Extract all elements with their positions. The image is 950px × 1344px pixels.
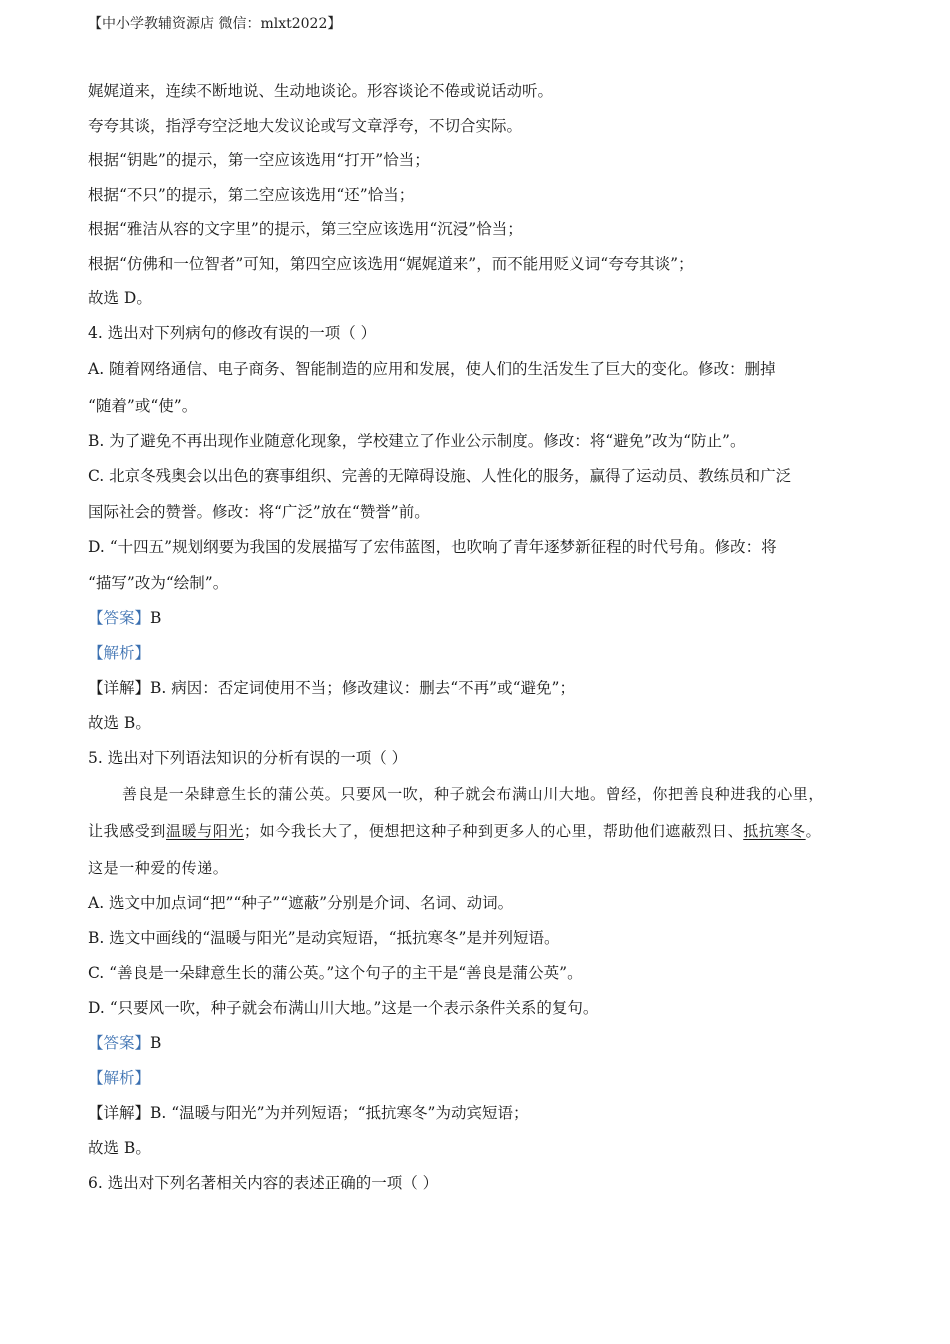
underlined-phrase: 温暖与阳光 <box>166 822 245 840</box>
passage-line: 这是一种爱的传递。 <box>88 859 229 877</box>
question-5: 5. 选出对下列语法知识的分析有误的一项（ ） <box>88 749 408 767</box>
option-a: A. 随着网络通信、电子商务、智能制造的应用和发展，使人们的生活发生了巨大的变化。修改：删掉 <box>88 360 776 378</box>
page-header: 【中小学教辅资源店 微信：mlxt2022】 <box>88 16 342 32</box>
conclusion-line: 故选 B。 <box>88 1139 151 1157</box>
text-line: 娓娓道来，连续不断地说、生动地谈论。形容谈论不倦或说话动听。 <box>88 82 554 100</box>
passage-text: 让我感受到 <box>88 822 167 840</box>
option-a: A. 选文中加点词“把”“种子”“遮蔽”分别是介词、名词、动词。 <box>88 894 514 912</box>
detail-line <box>88 678 575 698</box>
option-a-cont: “随着”或“使”。 <box>88 397 198 415</box>
passage-text: ；如今我长大了，便想把这种子种到更多人的心里，帮助他们遮蔽烈日、 <box>244 822 744 840</box>
question-4: 4. 选出对下列病句的修改有误的一项（ ） <box>88 324 377 342</box>
answer-value: B <box>150 1034 162 1052</box>
detail-tag: 【详解】 <box>88 679 151 697</box>
passage-line: 善良是一朵肆意生长的蒲公英。只要风一吹，种子就会布满山川大地。曾经，你把善良种进我的心里， <box>122 785 825 803</box>
option-b: B. 选文中画线的“温暖与阳光”是动宾短语，“抵抗寒冬”是并列短语。 <box>88 929 560 947</box>
text-line: 根据“钥匙”的提示，第一空应该选用“打开”恰当； <box>88 151 430 169</box>
text-line: 根据“不只”的提示，第二空应该选用“还”恰当； <box>88 186 415 204</box>
text-line: 故选 D。 <box>88 289 152 307</box>
answer-value: B <box>150 609 162 627</box>
analysis-tag: 【解析】 <box>88 644 151 662</box>
text-line: 夸夸其谈，指浮夸空泛地大发议论或写文章浮夸，不切合实际。 <box>88 117 523 135</box>
passage-line <box>88 821 821 841</box>
detail-text: B. 病因：否定词使用不当；修改建议：删去“不再”或“避免”； <box>150 679 575 697</box>
option-b: B. 为了避免不再出现作业随意化现象，学校建立了作业公示制度。修改：将“避免”改为“防止”。 <box>88 432 746 450</box>
passage-text: 。 <box>805 822 822 840</box>
analysis-line <box>88 643 150 663</box>
text-line: 根据“雅洁从容的文字里”的提示，第三空应该选用“沉浸”恰当； <box>88 220 523 238</box>
answer-line <box>88 608 161 628</box>
option-c: C. “善良是一朵肆意生长的蒲公英。”这个句子的主干是“善良是蒲公英”。 <box>88 964 583 982</box>
option-c: C. 北京冬残奥会以出色的赛事组织、完善的无障碍设施、人性化的服务，赢得了运动员、教练员和广泛 <box>88 467 792 485</box>
analysis-tag: 【解析】 <box>88 1069 151 1087</box>
option-d: D. “只要风一吹，种子就会布满山川大地。”这是一个表示条件关系的复句。 <box>88 999 599 1017</box>
option-d-cont: “描写”改为“绘制”。 <box>88 574 229 592</box>
option-c-cont: 国际社会的赞誉。修改：将“广泛”放在“赞誉”前。 <box>88 503 430 521</box>
analysis-line <box>88 1068 150 1088</box>
conclusion-line: 故选 B。 <box>88 714 151 732</box>
detail-line <box>88 1103 528 1123</box>
option-d: D. “十四五”规划纲要为我国的发展描写了宏伟蓝图，也吹响了青年逐梦新征程的时代号角。修改：将 <box>88 538 777 556</box>
answer-tag: 【答案】 <box>88 609 151 627</box>
underlined-phrase: 抵抗寒冬 <box>743 822 806 840</box>
question-6: 6. 选出对下列名著相关内容的表述正确的一项（ ） <box>88 1174 439 1192</box>
answer-line <box>88 1033 161 1053</box>
detail-text: B. “温暖与阳光”为并列短语；“抵抗寒冬”为动宾短语； <box>150 1104 529 1122</box>
answer-tag: 【答案】 <box>88 1034 151 1052</box>
text-line: 根据“仿佛和一位智者”可知，第四空应该选用“娓娓道来”，而不能用贬义词“夸夸其谈”； <box>88 255 694 273</box>
detail-tag: 【详解】 <box>88 1104 151 1122</box>
